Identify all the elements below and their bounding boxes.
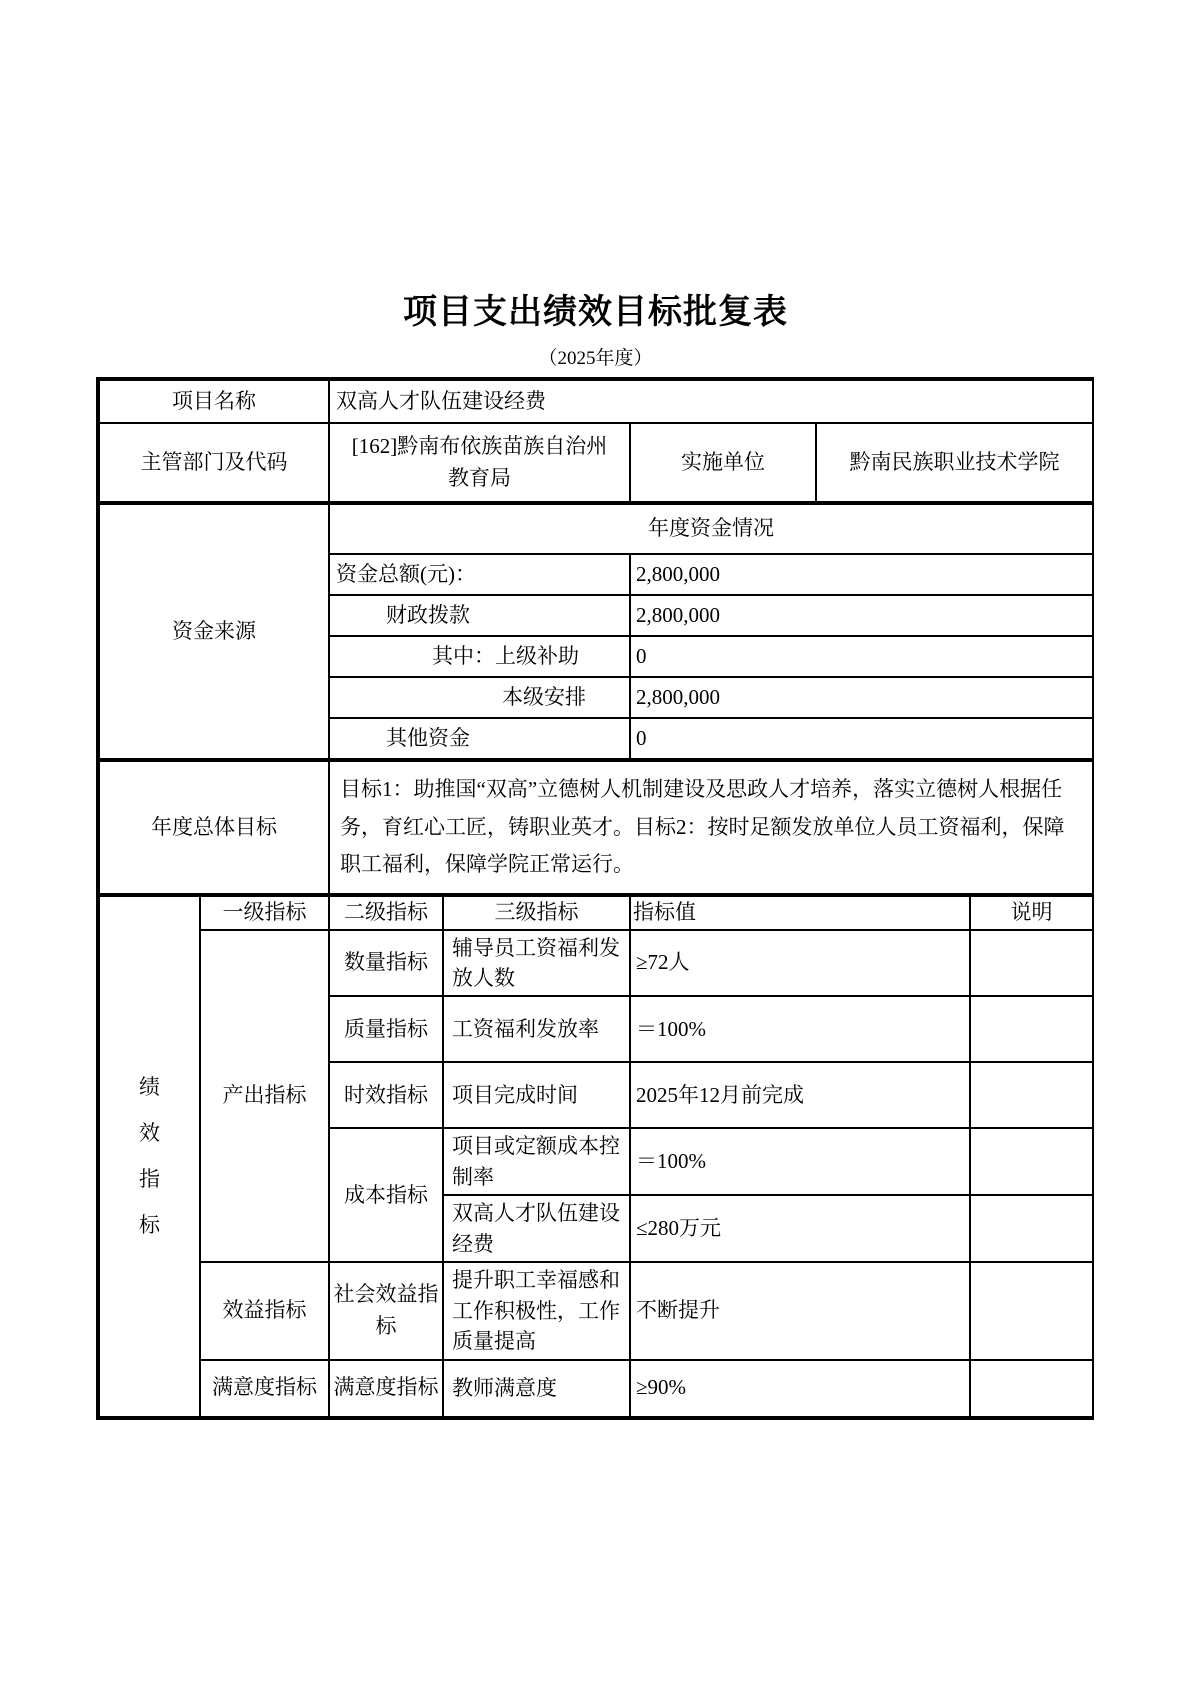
funding-table — [98, 503, 1094, 760]
level1-output: 产出指标 — [200, 930, 329, 1263]
funding-fiscal-value: 2,800,000 — [630, 595, 1093, 636]
note-cost-control — [970, 1128, 1093, 1195]
level2-timeliness: 时效指标 — [329, 1062, 443, 1128]
annual-goal-table — [98, 760, 1094, 895]
annual-goal-text: 目标1：助推国“双高”立德树人机制建设及思政人才培养，落实立德树人根据任务，育红心工匠，铸职业英才。目标2：按时足额发放单位人员工资福利，保障职工福利，保障学院正常运行。 — [329, 761, 1093, 894]
level3-cost-budget: 双高人才队伍建设经费 — [443, 1195, 630, 1262]
basic-info-table — [98, 379, 1094, 503]
level1-benefit: 效益指标 — [200, 1262, 329, 1359]
value-benefit: 不断提升 — [630, 1262, 970, 1359]
value-timeliness: 2025年12月前完成 — [630, 1062, 970, 1128]
level1-satisfaction: 满意度指标 — [200, 1360, 329, 1417]
implementing-unit-value: 黔南民族职业技术学院 — [816, 423, 1093, 502]
funding-local-label: 本级安排 — [329, 677, 630, 718]
approval-form-table — [96, 377, 1094, 1420]
indicators-section-label-text: 绩效指标 — [139, 1075, 160, 1238]
funding-other-label: 其他资金 — [329, 718, 630, 759]
funding-higher-subsidy-label: 其中：上级补助 — [329, 636, 630, 677]
level2-social-benefit: 社会效益指标 — [329, 1262, 443, 1359]
note-quantity — [970, 930, 1093, 997]
project-name-row — [99, 380, 1093, 423]
header-value: 指标值 — [630, 896, 970, 930]
funding-section-label: 资金来源 — [99, 504, 329, 759]
page-subtitle: （2025年度） — [538, 348, 653, 369]
department-row — [99, 423, 1093, 502]
header-note: 说明 — [970, 896, 1093, 930]
header-level2: 二级指标 — [329, 896, 443, 930]
level3-timeliness: 项目完成时间 — [443, 1062, 630, 1128]
level2-satisfaction: 满意度指标 — [329, 1360, 443, 1417]
funding-total-label: 资金总额(元)： — [329, 554, 630, 595]
level2-cost: 成本指标 — [329, 1128, 443, 1262]
note-cost-budget — [970, 1195, 1093, 1262]
funding-header-row — [99, 504, 1093, 554]
indicators-table — [98, 895, 1094, 1418]
funding-other-value: 0 — [630, 718, 1093, 759]
indicator-row-satisfaction — [99, 1360, 1093, 1417]
funding-local-value: 2,800,000 — [630, 677, 1093, 718]
funding-header: 年度资金情况 — [329, 504, 1093, 554]
funding-total-value: 2,800,000 — [630, 554, 1093, 595]
level2-quality: 质量指标 — [329, 996, 443, 1062]
value-cost-control: ＝100% — [630, 1128, 970, 1195]
level3-benefit: 提升职工幸福感和工作积极性，工作质量提高 — [443, 1262, 630, 1359]
note-satisfaction — [970, 1360, 1093, 1417]
level3-quality: 工资福利发放率 — [443, 996, 630, 1062]
indicators-header-row — [99, 896, 1093, 930]
implementing-unit-label: 实施单位 — [630, 423, 816, 502]
note-timeliness — [970, 1062, 1093, 1128]
note-benefit — [970, 1262, 1093, 1359]
indicator-row-benefit — [99, 1262, 1093, 1359]
funding-higher-subsidy-value: 0 — [630, 636, 1093, 677]
level3-satisfaction: 教师满意度 — [443, 1360, 630, 1417]
header-level1: 一级指标 — [200, 896, 329, 930]
project-name-value: 双高人才队伍建设经费 — [329, 380, 1093, 423]
department-value: [162]黔南布依族苗族自治州教育局 — [329, 423, 630, 502]
value-cost-budget: ≤280万元 — [630, 1195, 970, 1262]
indicators-section-label — [99, 896, 200, 1417]
level3-quantity: 辅导员工资福利发放人数 — [443, 930, 630, 997]
annual-goal-label: 年度总体目标 — [99, 761, 329, 894]
annual-goal-row — [99, 761, 1093, 894]
level3-cost-control: 项目或定额成本控制率 — [443, 1128, 630, 1195]
funding-fiscal-label: 财政拨款 — [329, 595, 630, 636]
department-label: 主管部门及代码 — [99, 423, 329, 502]
note-quality — [970, 996, 1093, 1062]
value-quality: ＝100% — [630, 996, 970, 1062]
page-title: 项目支出绩效目标批复表 — [403, 293, 788, 331]
project-name-label: 项目名称 — [99, 380, 329, 423]
value-quantity: ≥72人 — [630, 930, 970, 997]
level2-quantity: 数量指标 — [329, 930, 443, 997]
header-level3: 三级指标 — [443, 896, 630, 930]
value-satisfaction: ≥90% — [630, 1360, 970, 1417]
indicator-row-quantity — [99, 930, 1093, 997]
